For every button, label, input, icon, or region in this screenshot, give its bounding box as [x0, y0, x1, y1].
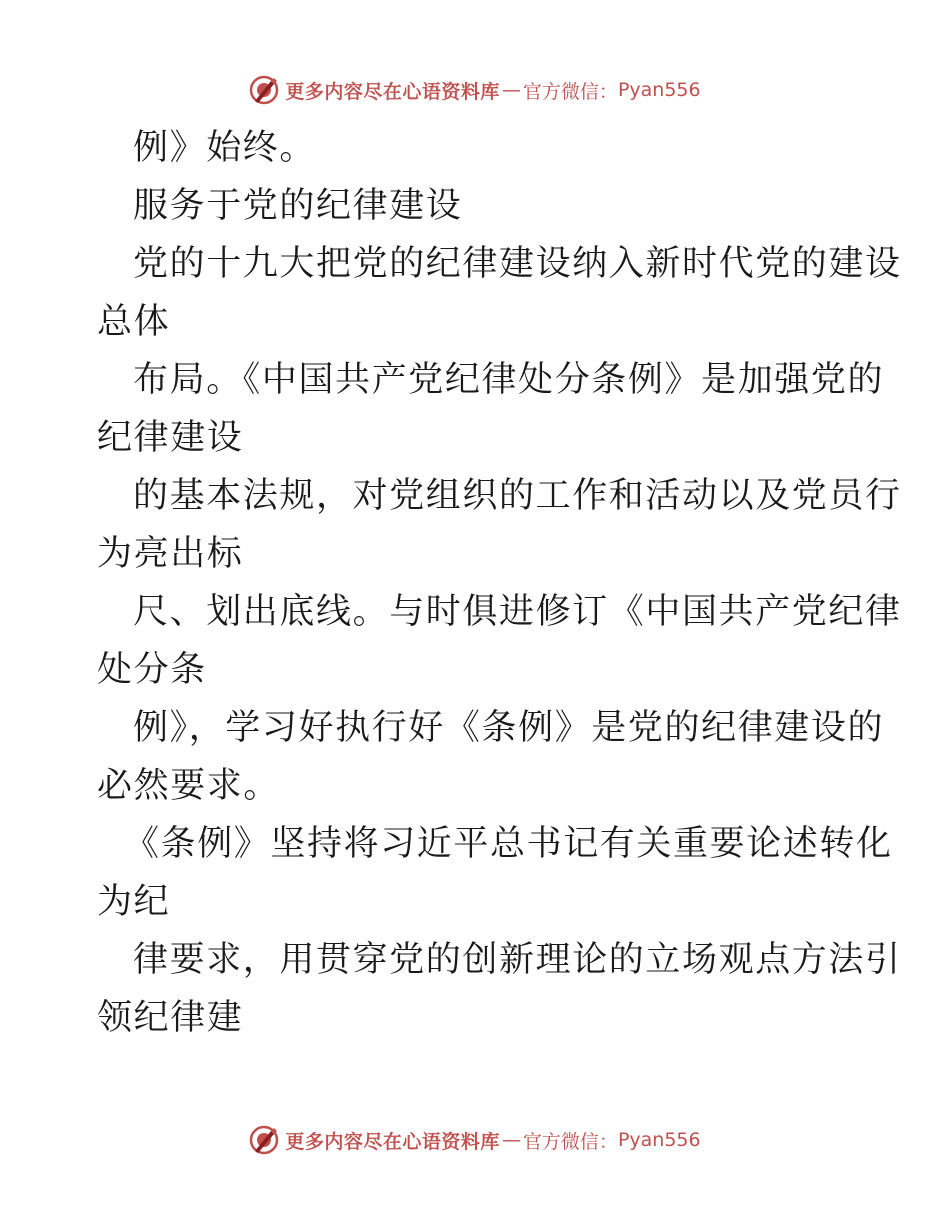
header-banner: [0, 70, 950, 110]
body-line: 总体: [97, 302, 171, 342]
header-brand-text: 更多内容尽在心语资料库: [285, 80, 500, 103]
footer-dash: —: [501, 1129, 521, 1151]
body-line: 必然要求。: [97, 766, 281, 806]
header-wechat-id: Pyan556: [617, 79, 701, 101]
body-line: 为纪: [97, 882, 171, 922]
footer-wechat-id: Pyan556: [617, 1129, 701, 1151]
body-line: 服务于党的纪律建设: [133, 186, 463, 226]
body-line: 《条例》坚持将习近平总书记有关重要论述转化: [124, 824, 893, 864]
footer-brand-text: 更多内容尽在心语资料库: [285, 1130, 500, 1153]
pen-seal-logo-icon: [249, 75, 279, 105]
body-line: 律要求，用贯穿党的创新理论的立场观点方法引: [133, 940, 902, 980]
body-line: 的基本法规，对党组织的工作和活动以及党员行: [133, 476, 902, 516]
body-line: 布局。《中国共产党纪律处分条例》是加强党的: [133, 360, 885, 400]
footer-wechat-label: 官方微信：: [522, 1130, 618, 1153]
body-line: 为亮出标: [97, 534, 244, 574]
header-wechat-label: 官方微信：: [522, 80, 618, 103]
body-line: 领纪律建: [97, 998, 244, 1038]
body-line: 党的十九大把党的纪律建设纳入新时代党的建设: [133, 244, 902, 284]
footer-banner: [0, 1120, 950, 1160]
body-line: 处分条: [97, 650, 207, 690]
body-line: 尺、划出底线。与时俱进修订《中国共产党纪律: [133, 592, 902, 632]
pen-seal-logo-icon: [249, 1125, 279, 1155]
body-line: 例》始终。: [133, 128, 317, 168]
body-line: 例》，学习好执行好《条例》是党的纪律建设的: [133, 708, 885, 748]
body-line: 纪律建设: [97, 418, 244, 458]
header-dash: —: [501, 79, 521, 101]
